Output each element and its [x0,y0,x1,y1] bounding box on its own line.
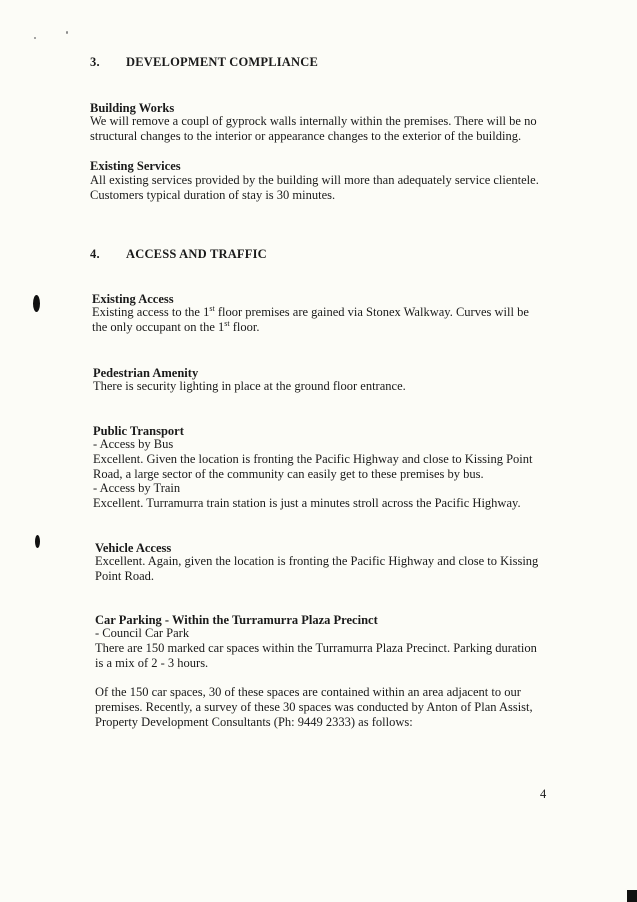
paragraph-line [92,305,529,320]
existing-services-heading: Existing Services [90,159,181,173]
paragraph-line: Excellent. Turramurra train station is just a minutes stroll across the Pacific Highway. [93,496,521,510]
text-run: the only occupant on the 1 [92,320,225,334]
pedestrian-amenity-heading: Pedestrian Amenity [93,366,199,380]
text-run: floor premises are gained via Stonex Walkway. Curves will be [214,305,529,319]
section-3-heading [90,55,318,70]
paragraph-line [92,320,259,335]
paragraph-line: - Access by Train [93,481,181,495]
section-title: DEVELOPMENT COMPLIANCE [126,55,319,69]
paragraph-line: Of the 150 car spaces, 30 of these spaces are contained within an area adjacent to our [95,685,521,699]
punch-hole-mark [35,535,40,548]
text-run: Existing access to the 1 [92,305,210,319]
paragraph-line: structural changes to the interior or appearance changes to the exterior of the building. [90,129,522,143]
scan-speck [34,37,36,39]
paragraph-line: premises. Recently, a survey of these 30 spaces was conducted by Anton of Plan Assist, [95,700,533,714]
section-number: 4. [90,247,100,261]
paragraph-line: We will remove a coupl of gyprock walls internally within the premises. There will be no [90,114,537,128]
section-number: 3. [90,55,100,69]
paragraph-line: Property Development Consultants (Ph: 9449 2333) as follows: [95,715,413,729]
superscript: st [209,303,215,313]
paragraph-line: Excellent. Given the location is fronting the Pacific Highway and close to Kissing Point [93,452,533,466]
paragraph-line: is a mix of 2 - 3 hours. [95,656,209,670]
page-number: 4 [540,787,547,801]
paragraph-line: There are 150 marked car spaces within the Turramurra Plaza Precinct. Parking duration [95,641,537,655]
public-transport-heading: Public Transport [93,424,184,438]
car-parking-heading: Car Parking - Within the Turramurra Plaza Precinct [95,613,378,627]
existing-access-heading: Existing Access [92,292,174,306]
vehicle-access-heading: Vehicle Access [95,541,172,555]
section-4-heading [90,247,267,262]
paragraph-line: - Access by Bus [93,437,174,451]
section-title: ACCESS AND TRAFFIC [126,247,267,261]
punch-hole-mark [33,295,40,312]
paragraph-line: Customers typical duration of stay is 30 minutes. [90,188,336,202]
paragraph-line: Road, a large sector of the community can easily get to these premises by bus. [93,467,484,481]
paragraph-line: Point Road. [95,569,155,583]
paragraph-line: There is security lighting in place at the ground floor entrance. [93,379,406,393]
paragraph-line: Excellent. Again, given the location is fronting the Pacific Highway and close to Kissing [95,554,539,568]
scan-speck [66,31,68,34]
superscript: st [224,318,230,328]
building-works-heading: Building Works [90,101,175,115]
text-run: floor. [229,320,260,334]
paragraph-line: - Council Car Park [95,626,190,640]
paragraph-line: All existing services provided by the building will more than adequately service clientele. [90,173,539,187]
scan-corner-mark [627,890,637,902]
